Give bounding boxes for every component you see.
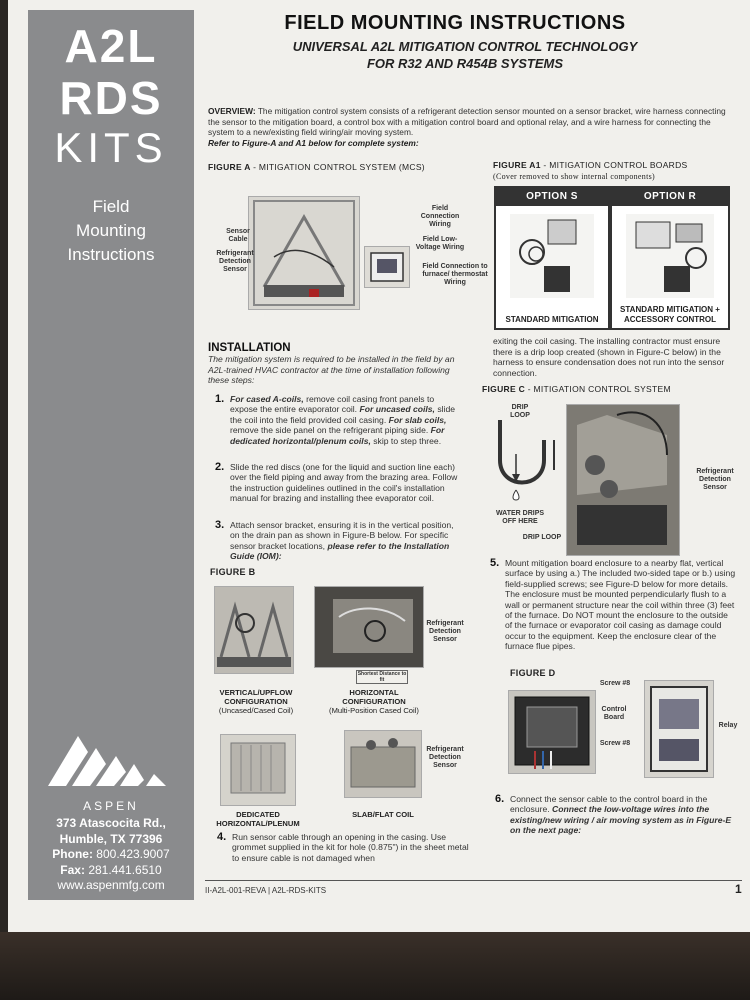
fax-label: Fax: — [60, 862, 85, 877]
figure-b-horizontal-photo — [314, 586, 424, 668]
figure-a1-note: (Cover removed to show internal components) — [493, 172, 655, 181]
figure-a-title: FIGURE A - MITIGATION CONTROL SYSTEM (MCS) — [208, 162, 425, 172]
brand-line-a2l: A2L — [64, 20, 158, 72]
option-s-caption: STANDARD MITIGATION — [505, 315, 599, 324]
footer-doc-id: II-A2L-001-REVA | A2L-RDS-KITS — [205, 886, 327, 895]
caption-slab: SLAB/FLAT COIL — [352, 810, 414, 819]
figure-d-enclosure-photo — [508, 690, 596, 774]
installation-intro: The mitigation system is required to be installed in the field by an A2L-trained HVAC contractor at the time of installation following these steps: — [208, 354, 455, 386]
brand-line-kits: KITS — [54, 124, 168, 171]
phone-label: Phone: — [52, 847, 93, 861]
caption-horizontal: HORIZONTAL CONFIGURATION (Multi-Position Cased Coil) — [329, 688, 419, 715]
address-line: Humble, TX 77396 — [59, 831, 163, 846]
sidebar — [28, 10, 194, 900]
step-4-continued: exiting the coil casing. The installing contractor must ensure there is a drip loop created (shown in Figure-C below) in the harness to ensure condensation does not run into the sensor connection. — [493, 336, 725, 378]
page-title: FIELD MOUNTING INSTRUCTIONS — [284, 12, 626, 34]
caption-plenum: DEDICATED HORIZONTAL/PLENUM — [216, 810, 300, 828]
page-subtitle-systems: FOR R32 AND R454B SYSTEMS — [366, 56, 563, 71]
aspen-logo — [48, 728, 174, 818]
caption-vertical: VERTICAL/UPFLOW CONFIGURATION (Uncased/Cased Coil) — [218, 688, 294, 715]
label-screw-2: Screw #8 — [599, 740, 631, 747]
phone-number: 800.423.9007 — [96, 847, 170, 861]
figure-c-photo — [566, 404, 680, 556]
sidebar-subtitle-line: Field — [92, 197, 130, 216]
label-drip-loop-2: DRIP LOOP — [522, 534, 562, 541]
figure-b-plenum-photo — [220, 734, 296, 806]
label-refrigerant-sensor: Refrigerant Detection Sensor — [216, 250, 254, 273]
label-sensor-cable: Sensor Cable — [226, 228, 250, 243]
company-address — [28, 816, 194, 894]
figure-a-control-box-photo — [364, 246, 410, 288]
label-relay: Relay — [718, 722, 738, 729]
installation-heading: INSTALLATION — [208, 342, 291, 354]
step-2: 2. Slide the red discs (one for the liquid and suction line each) over the field piping and away from the brazing area. Follow the instruction guidelines outlined in the coil's installation manual for brazing and installing thee evaporator coil. — [215, 461, 458, 504]
option-r-caption: STANDARD MITIGATION + ACCESSORY CONTROL — [620, 305, 720, 324]
address-line: 373 Atascocita Rd., — [56, 816, 166, 830]
option-s-photo — [510, 214, 594, 298]
label-drip-loop: DRIP LOOP — [510, 404, 530, 419]
table-surface — [0, 932, 750, 1000]
sidebar-subtitle-line: Instructions — [67, 245, 155, 264]
label-figure-b-sensor-2: Refrigerant Detection Sensor — [426, 746, 464, 769]
brand-line-rds: RDS — [59, 72, 163, 124]
overview-paragraph — [208, 106, 728, 148]
option-r-photo — [626, 214, 714, 298]
label-screw-1: Screw #8 — [599, 680, 631, 687]
label-water-drips: WATER DRIPS OFF HERE — [495, 510, 545, 525]
figure-b-vertical-photo — [214, 586, 294, 674]
figure-d-relay-photo — [644, 680, 714, 778]
overview-text: The mitigation control system consists of a refrigerant detection sensor mounted on a sensor bracket, wire harness connecting the sensor to the mitigation board, a control box with a mitigation control board and optional relay, and a wire harness for connecting the system to a new/existing field wiring/air moving system. — [208, 106, 726, 137]
label-field-connection: Field Connection Wiring — [420, 205, 460, 228]
step-3: 3. Attach sensor bracket, ensuring it is in the vertical position, on the drain pan as shown in Figure-B below. For specific sensor bracket locations, please refer to the Installation Guide (IOM): — [215, 519, 454, 562]
overview-label: OVERVIEW: — [208, 106, 256, 116]
figure-b-title: FIGURE B — [210, 567, 256, 577]
label-shortest-distance: Shortest Distance to fit — [357, 671, 407, 683]
logo-text: ASPEN — [83, 799, 139, 813]
label-field-connection-furnace: Field Connection to furnace/ thermostat Wiring — [422, 263, 488, 286]
label-figure-b-sensor: Refrigerant Detection Sensor — [426, 620, 464, 643]
sidebar-subtitle — [28, 195, 194, 267]
step-5: 5. Mount mitigation board enclosure to a nearby flat, vertical surface by using a.) The included two-sided tape or b.) using field-supplied screws; see Figure-D below for more details. The enclosure must be mounted perpendicularly flush to a wall or permanent structure near the coil within three (3) feet of the furnace. Do NOT mount the enclosure to the outside of the furnace or evaporator coil casing as damage could occur to the equipment. Keep the enclosure clear of the furnace flue pipes. — [490, 557, 736, 652]
fax-number: 281.441.6510 — [88, 862, 162, 877]
option-s-panel — [494, 186, 610, 330]
figure-d-title: FIGURE D — [510, 668, 556, 678]
option-r-label: OPTION R — [612, 188, 728, 206]
figure-a-coil-photo — [248, 196, 360, 310]
label-figure-c-sensor: Refrigerant Detection Sensor — [696, 468, 734, 491]
step-1: 1. For cased A-coils, remove coil casing front panels to expose the entire evaporator coil. For uncased coils, slide the coil into the field provided coil casing. For slab coils, remove the side panel on the refrigerant piping side. For dedicated horizontal/plenum coils, skip to step three. — [215, 393, 455, 446]
page-number: 1 — [735, 882, 742, 896]
website: www.aspenmfg.com — [57, 878, 165, 892]
figure-b-slab-photo — [344, 730, 422, 798]
footer-divider — [205, 880, 742, 881]
option-r-panel — [610, 186, 730, 330]
label-control-board: Control Board — [601, 706, 627, 721]
step-4: 4. Run sensor cable through an opening in the casing. Use grommet supplied in the kit for hole (0.875") in the sheet metal to ensure cable is not damaged when — [217, 831, 469, 863]
page-subtitle: UNIVERSAL A2L MITIGATION CONTROL TECHNOLOGY — [292, 39, 638, 54]
option-s-label: OPTION S — [496, 188, 608, 206]
label-field-low-voltage: Field Low-Voltage Wiring — [415, 236, 465, 251]
figure-a1-title: FIGURE A1 - MITIGATION CONTROL BOARDS — [493, 160, 688, 170]
sidebar-subtitle-line: Mounting — [76, 221, 146, 240]
figure-c-title: FIGURE C - MITIGATION CONTROL SYSTEM — [482, 384, 671, 394]
step-6: 6. Connect the sensor cable to the control board in the enclosure. Connect the low-voltage wires into the existing/new wiring / air moving system as in Figure-E on the next page: — [495, 793, 732, 836]
overview-refer: Refer to Figure-A and A1 below for complete system: — [208, 137, 419, 148]
